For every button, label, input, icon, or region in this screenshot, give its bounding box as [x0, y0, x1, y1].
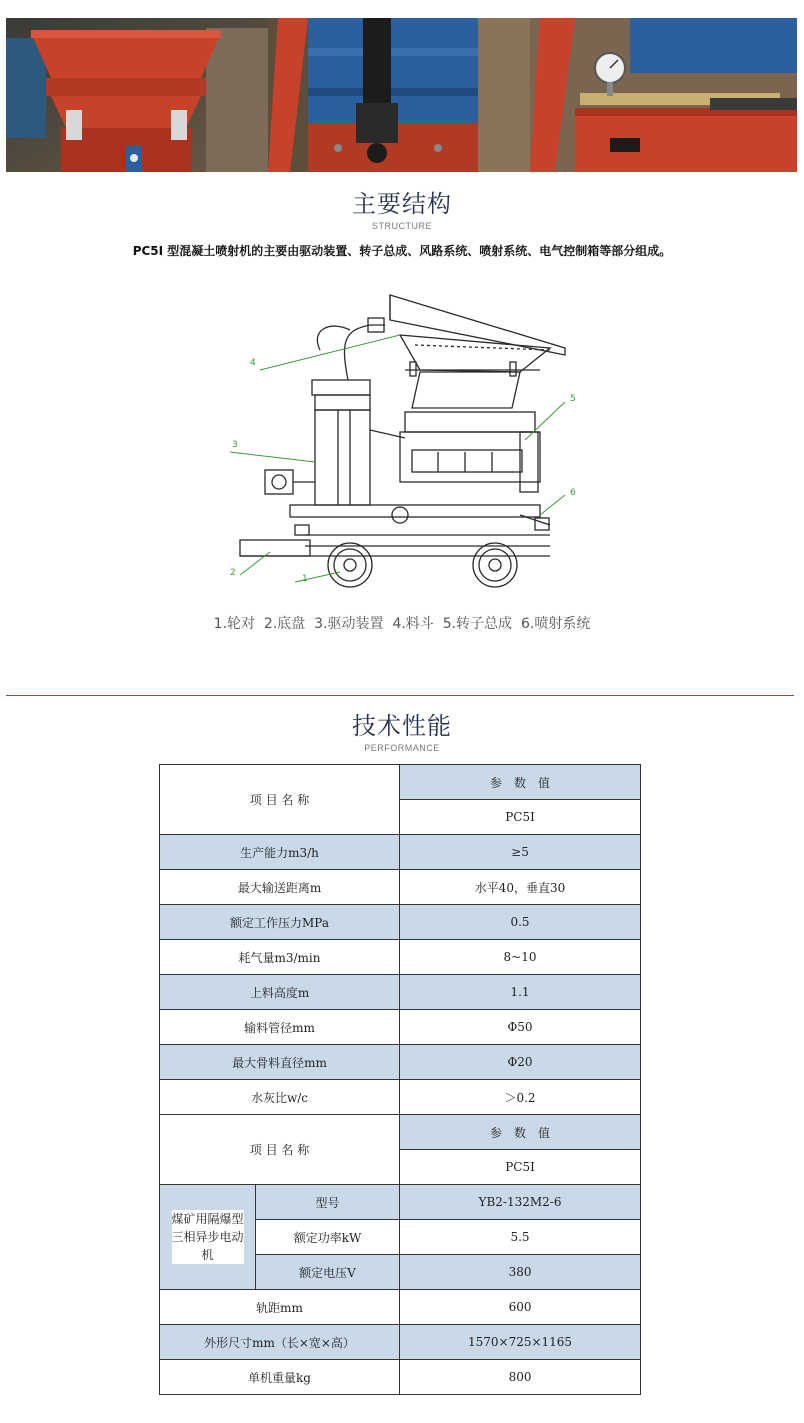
table-row: [160, 905, 641, 940]
motor-row-value: 5.5: [400, 1220, 641, 1255]
performance-table: [159, 764, 641, 1395]
table-row: [160, 975, 641, 1010]
callout-5: 5: [570, 394, 576, 404]
structure-intro: PC5I 型混凝土喷射机的主要由驱动装置、转子总成、风路系统、喷射系统、电气控制箱等部分组成。: [132, 244, 672, 258]
structure-title: 主要结构: [352, 190, 452, 218]
structure-heading: [0, 184, 804, 231]
table-row: [160, 1080, 641, 1115]
row-label: 外形尺寸mm（长×宽×高）: [160, 1325, 400, 1360]
callout-4: 4: [250, 358, 256, 368]
diagram-legend: 1.轮对 2.底盘 3.驱动装置 4.料斗 5.转子总成 6.喷射系统: [213, 616, 591, 632]
row-value: Φ20: [400, 1045, 641, 1080]
row-label: 上料高度m: [160, 975, 400, 1010]
table-row: [160, 1360, 641, 1395]
row-label: 生产能力m3/h: [160, 835, 400, 870]
row-value: 8~10: [400, 940, 641, 975]
callout-1: 1: [302, 574, 308, 584]
performance-title: 技术性能: [352, 712, 452, 740]
table-row: [160, 1045, 641, 1080]
row-label: 单机重量kg: [160, 1360, 400, 1395]
header-item-name: 项 目 名 称: [160, 765, 400, 835]
table-row: [160, 1010, 641, 1045]
table-row: [160, 1185, 641, 1220]
row-label: 输料管径mm: [160, 1010, 400, 1045]
row-label: 耗气量m3/min: [160, 940, 400, 975]
product-photo-strip: [6, 18, 797, 172]
machine-structure-diagram: [220, 290, 590, 595]
motor-group-label: [160, 1185, 256, 1290]
motor-row-label: 额定功率kW: [256, 1220, 400, 1255]
row-label: 最大输送距离m: [160, 870, 400, 905]
motor-row-value: YB2-132M2-6: [400, 1185, 641, 1220]
photo-pressure-gauge: [530, 18, 797, 172]
motor-group-text: 煤矿用隔爆型三相异步电动机: [171, 1212, 244, 1262]
row-label: 水灰比w/c: [160, 1080, 400, 1115]
callout-3: 3: [232, 440, 238, 450]
photo-red-hopper: [6, 18, 268, 172]
table-row: [160, 765, 641, 800]
row-label: 最大骨料直径mm: [160, 1045, 400, 1080]
row-label: 轨距mm: [160, 1290, 400, 1325]
table-row: [160, 1290, 641, 1325]
table-row: [160, 870, 641, 905]
performance-subtitle: PERFORMANCE: [364, 743, 440, 753]
performance-heading: [0, 706, 804, 753]
callout-6: 6: [570, 488, 576, 498]
structure-subtitle: STRUCTURE: [372, 221, 432, 231]
row-value: 1.1: [400, 975, 641, 1010]
row-value: 800: [400, 1360, 641, 1395]
row-label: 额定工作压力MPa: [160, 905, 400, 940]
header-item-name-2: 项 目 名 称: [160, 1115, 400, 1185]
model-cell: PC5I: [400, 800, 641, 835]
photo-blue-rotor: [268, 18, 530, 172]
row-value: 1570×725×1165: [400, 1325, 641, 1360]
section-divider: [6, 695, 794, 696]
header-param-2: 参 数 值: [400, 1115, 641, 1150]
row-value: 600: [400, 1290, 641, 1325]
motor-row-label: 型号: [256, 1185, 400, 1220]
table-row: [160, 1325, 641, 1360]
table-row: [160, 940, 641, 975]
table-row: [160, 1115, 641, 1150]
header-param: 参 数 值: [400, 765, 641, 800]
row-value: 0.5: [400, 905, 641, 940]
table-row: [160, 835, 641, 870]
callout-2: 2: [230, 568, 236, 578]
motor-row-label: 额定电压V: [256, 1255, 400, 1290]
motor-row-value: 380: [400, 1255, 641, 1290]
model-cell-2: PC5I: [400, 1150, 641, 1185]
row-value: Φ50: [400, 1010, 641, 1045]
row-value: ＞0.2: [400, 1080, 641, 1115]
row-value: 水平40，垂直30: [400, 870, 641, 905]
row-value: ≥5: [400, 835, 641, 870]
